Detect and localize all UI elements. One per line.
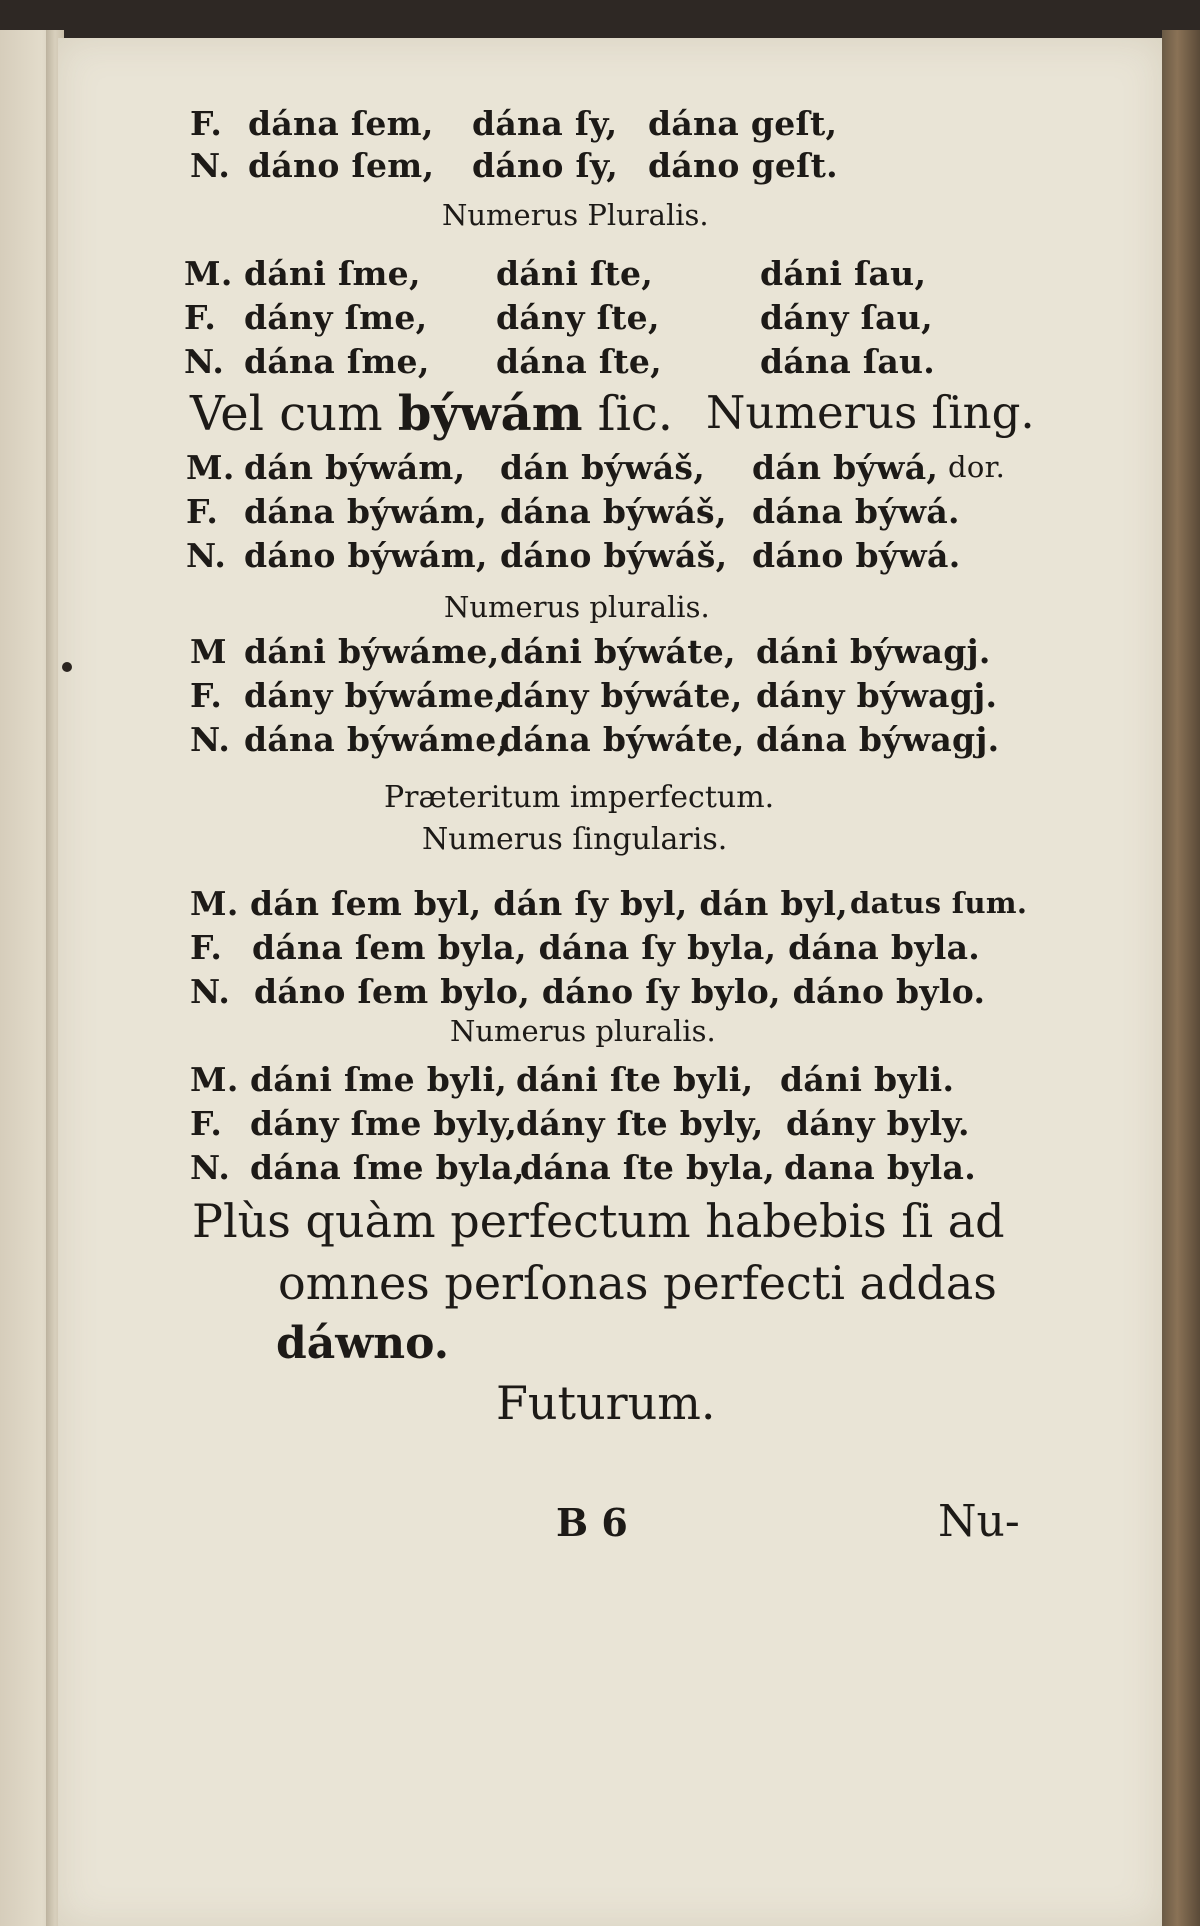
conjugation-row xyxy=(0,104,1200,144)
row-label: M. xyxy=(190,884,239,923)
form-col-2: dáni býwáte, xyxy=(500,632,736,671)
form-col-2: dáni ſte, xyxy=(496,254,654,293)
form-col-3: dána ſau. xyxy=(760,342,936,381)
conjugation-row xyxy=(0,884,1200,924)
conjugation-row xyxy=(0,720,1200,760)
conjugation-row xyxy=(0,632,1200,672)
section-heading: Numerus Pluralis. xyxy=(442,198,709,232)
form-text: dána ſem byla, dána ſy byla, dána byla. xyxy=(252,928,981,967)
row-label: F. xyxy=(190,104,223,143)
conjugation-row xyxy=(0,972,1200,1012)
form-col-1: dáni ſme byli, xyxy=(250,1060,508,1099)
row-label: M. xyxy=(186,448,235,487)
form-col-1: dány ſme, xyxy=(244,298,428,337)
form-col-3: dáni býwagj. xyxy=(756,632,991,671)
form-col-2: dáno ſy, xyxy=(472,146,619,185)
vel-cum-line xyxy=(190,386,673,442)
conjugation-row xyxy=(0,536,1200,576)
conjugation-row xyxy=(0,1104,1200,1144)
form-col-2: dán býwáš, xyxy=(500,448,706,487)
row-label: M xyxy=(190,632,227,671)
row-label: M. xyxy=(184,254,233,293)
row-label: N. xyxy=(190,1148,231,1187)
signature-mark: B 6 xyxy=(556,1500,628,1545)
conjugation-row xyxy=(0,1148,1200,1188)
section-heading: Præteritum imperfectum. xyxy=(384,780,775,815)
form-col-2: dáni ſte byli, xyxy=(516,1060,754,1099)
form-col-3: dáno býwá. xyxy=(752,536,961,575)
conjugation-row xyxy=(0,928,1200,968)
row-label: N. xyxy=(190,972,231,1011)
form-col-1: dáno býwám, xyxy=(244,536,488,575)
form-col-3: dáni ſau, xyxy=(760,254,927,293)
row-label: F. xyxy=(190,676,223,715)
vel-suffix: ſic. xyxy=(597,386,674,442)
conjugation-row xyxy=(0,492,1200,532)
conjugation-row xyxy=(0,254,1200,294)
conjugation-row xyxy=(0,146,1200,186)
form-col-2: dány býwáte, xyxy=(500,676,743,715)
conjugation-row xyxy=(0,676,1200,716)
form-col-3: dána geſt, xyxy=(648,104,838,143)
paragraph-line-1: Plùs quàm perfectum habebis ſi ad xyxy=(192,1194,1005,1248)
form-col-1: dán býwám, xyxy=(244,448,466,487)
form-col-3: dány ſau, xyxy=(760,298,933,337)
form-col-1: dána ſme, xyxy=(244,342,430,381)
conjugation-row xyxy=(0,1060,1200,1100)
form-col-3: dány býwagj. xyxy=(756,676,998,715)
form-col-2: dána ſte byla, xyxy=(520,1148,776,1187)
auxiliary-word: býwám xyxy=(397,386,583,442)
form-col-2: dáno býwáš, xyxy=(500,536,728,575)
section-heading: Futurum. xyxy=(496,1376,716,1430)
form-col-3: dáno geſt. xyxy=(648,146,838,185)
gloss-note: datus ſum. xyxy=(850,886,1028,920)
form-col-1: dány býwáme, xyxy=(244,676,507,715)
row-label: M. xyxy=(190,1060,239,1099)
section-heading: Numerus pluralis. xyxy=(444,590,710,624)
form-col-2: dána býwáš, xyxy=(500,492,727,531)
form-col-3: dána býwagj. xyxy=(756,720,1000,759)
form-col-2: dána ſte, xyxy=(496,342,662,381)
paragraph-word: dáwno. xyxy=(276,1318,450,1369)
paragraph-line-2: omnes perſonas perfecti addas xyxy=(278,1256,997,1310)
form-col-3: dány byly. xyxy=(786,1104,970,1143)
section-heading: Numerus pluralis. xyxy=(450,1014,716,1048)
form-text: dán ſem byl, dán ſy byl, dán byl, xyxy=(250,884,848,923)
section-heading: Numerus ſing. xyxy=(706,386,1035,439)
form-col-3: dáni byli. xyxy=(780,1060,955,1099)
conjugation-row xyxy=(0,448,1200,488)
form-col-1: dána ſem, xyxy=(248,104,434,143)
row-label: F. xyxy=(186,492,219,531)
form-col-3: dana byla. xyxy=(784,1148,976,1187)
form-col-1: dáno ſem, xyxy=(248,146,435,185)
row-label: F. xyxy=(190,928,223,967)
row-label: F. xyxy=(184,298,217,337)
form-col-1: dáni býwáme, xyxy=(244,632,500,671)
form-col-3: dán býwá, xyxy=(752,448,939,487)
form-text: dáno ſem bylo, dáno ſy bylo, dáno bylo. xyxy=(254,972,986,1011)
row-label: N. xyxy=(184,342,225,381)
form-col-3: dána býwá. xyxy=(752,492,960,531)
row-label: N. xyxy=(186,536,227,575)
form-col-1: dána býwám, xyxy=(244,492,488,531)
form-col-2: dána ſy, xyxy=(472,104,618,143)
form-col-1: dány ſme byly, xyxy=(250,1104,518,1143)
form-col-1: dána býwáme, xyxy=(244,720,509,759)
form-col-2: dány ſte, xyxy=(496,298,660,337)
conjugation-row xyxy=(0,342,1200,382)
row-label: N. xyxy=(190,720,231,759)
form-col-1: dáni ſme, xyxy=(244,254,421,293)
conjugation-row xyxy=(0,298,1200,338)
section-heading: Numerus ſingularis. xyxy=(422,822,728,857)
gloss-note: dor. xyxy=(948,450,1006,484)
form-col-1: dána ſme byla, xyxy=(250,1148,525,1187)
row-label: N. xyxy=(190,146,231,185)
vel-prefix: Vel cum xyxy=(190,386,383,442)
form-col-2: dány ſte byly, xyxy=(516,1104,764,1143)
form-col-2: dána býwáte, xyxy=(500,720,745,759)
catchword: Nu- xyxy=(938,1496,1020,1547)
row-label: F. xyxy=(190,1104,223,1143)
